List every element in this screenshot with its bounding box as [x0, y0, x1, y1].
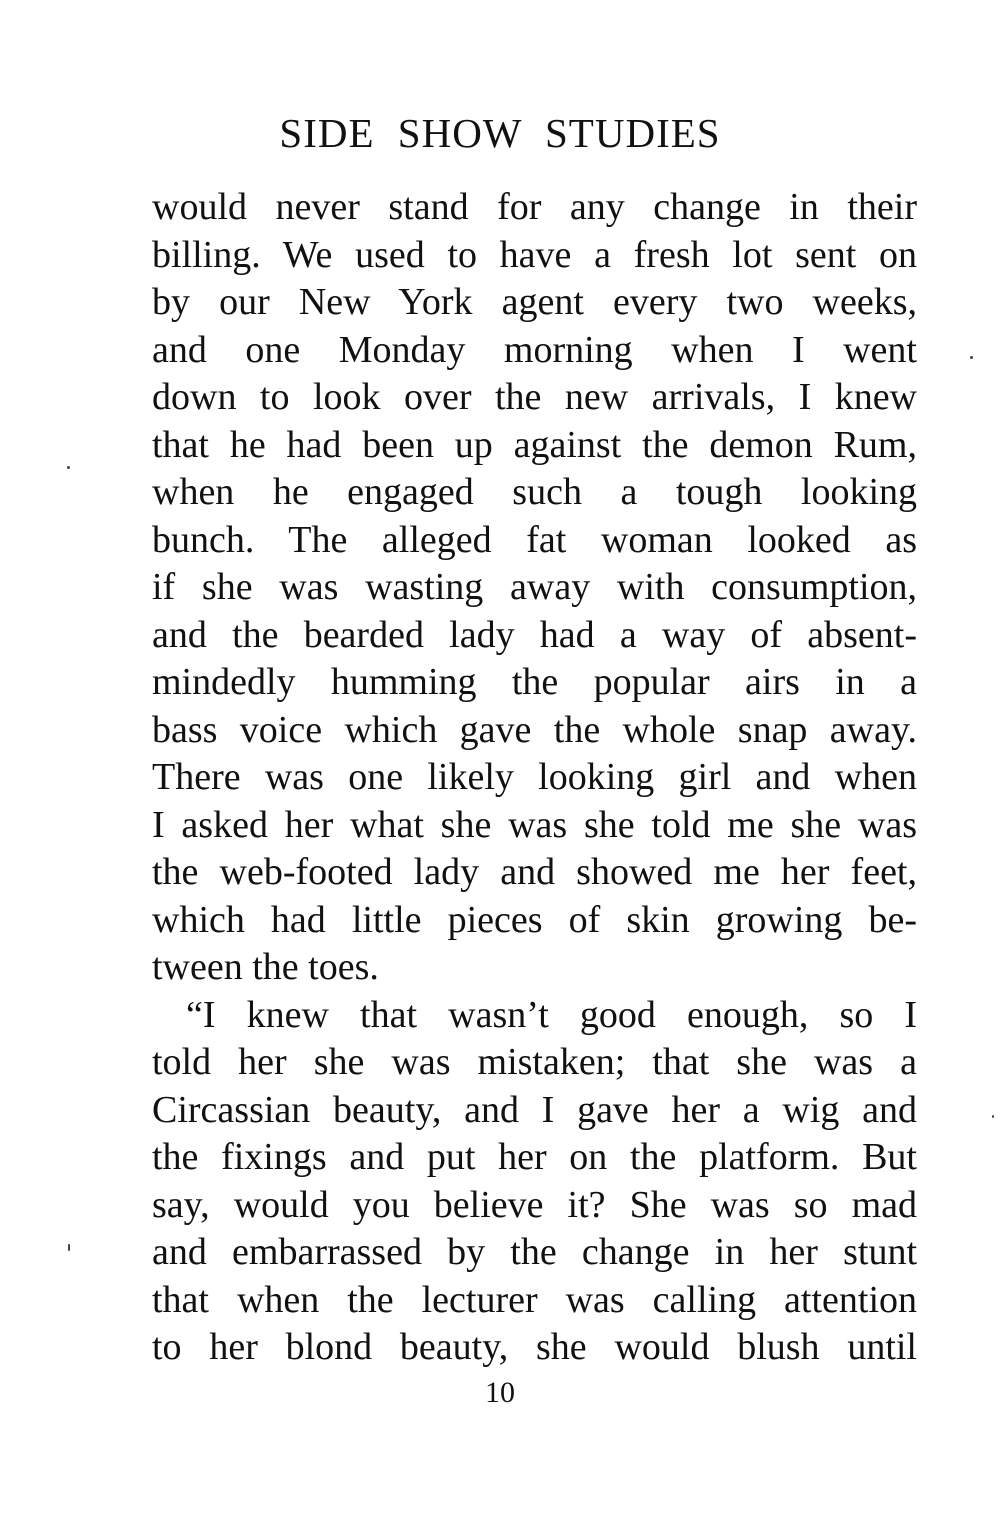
scan-speck [970, 356, 973, 359]
page-number: 10 [485, 1376, 515, 1409]
text-line: There was one likely looking girl and when [152, 756, 917, 798]
text-line: the fixings and put her on the platform. But [152, 1136, 917, 1178]
text-line: down to look over the new arrivals, I knew [152, 376, 917, 418]
text-line: mindedly humming the popular airs in a [152, 661, 917, 703]
scan-speck [68, 1244, 70, 1251]
text-line: if she was wasting away with consumption, [152, 566, 917, 608]
running-head: SIDE SHOW STUDIES [279, 110, 721, 156]
text-line: by our New York agent every two weeks, [152, 281, 917, 323]
text-line: that when the lecturer was calling attention [152, 1278, 917, 1321]
text-line: that he had been up against the demon Rum, [152, 423, 917, 466]
body-text [152, 184, 917, 1372]
text-line: Circassian beauty, and I gave her a wig and [152, 1088, 917, 1131]
text-line: bass voice which gave the whole snap away. [152, 708, 917, 751]
text-line: told her she was mistaken; that she was a [152, 1041, 917, 1083]
text-line: bunch. The alleged fat woman looked as [152, 518, 917, 561]
text-line: and the bearded lady had a way of absent- [152, 613, 917, 656]
text-line: and one Monday morning when I went [152, 328, 917, 371]
text-line: tween the toes. [152, 946, 379, 988]
text-line: say, would you believe it? She was so mad [152, 1183, 917, 1226]
text-line: which had little pieces of skin growing be- [152, 898, 917, 941]
text-line: the web-footed lady and showed me her feet, [152, 851, 917, 893]
text-line: billing. We used to have a fresh lot sent on [152, 233, 917, 276]
text-line: when he engaged such a tough looking [152, 471, 917, 513]
text-line: and embarrassed by the change in her stunt [152, 1231, 917, 1273]
scan-speck [67, 466, 70, 469]
text-line: would never stand for any change in their [152, 186, 917, 228]
text-line: to her blond beauty, she would blush until [152, 1326, 917, 1368]
text-line: “I knew that wasn’t good enough, so I [186, 993, 917, 1036]
scan-speck [992, 1115, 994, 1118]
text-line: I asked her what she was she told me she was [152, 803, 917, 846]
